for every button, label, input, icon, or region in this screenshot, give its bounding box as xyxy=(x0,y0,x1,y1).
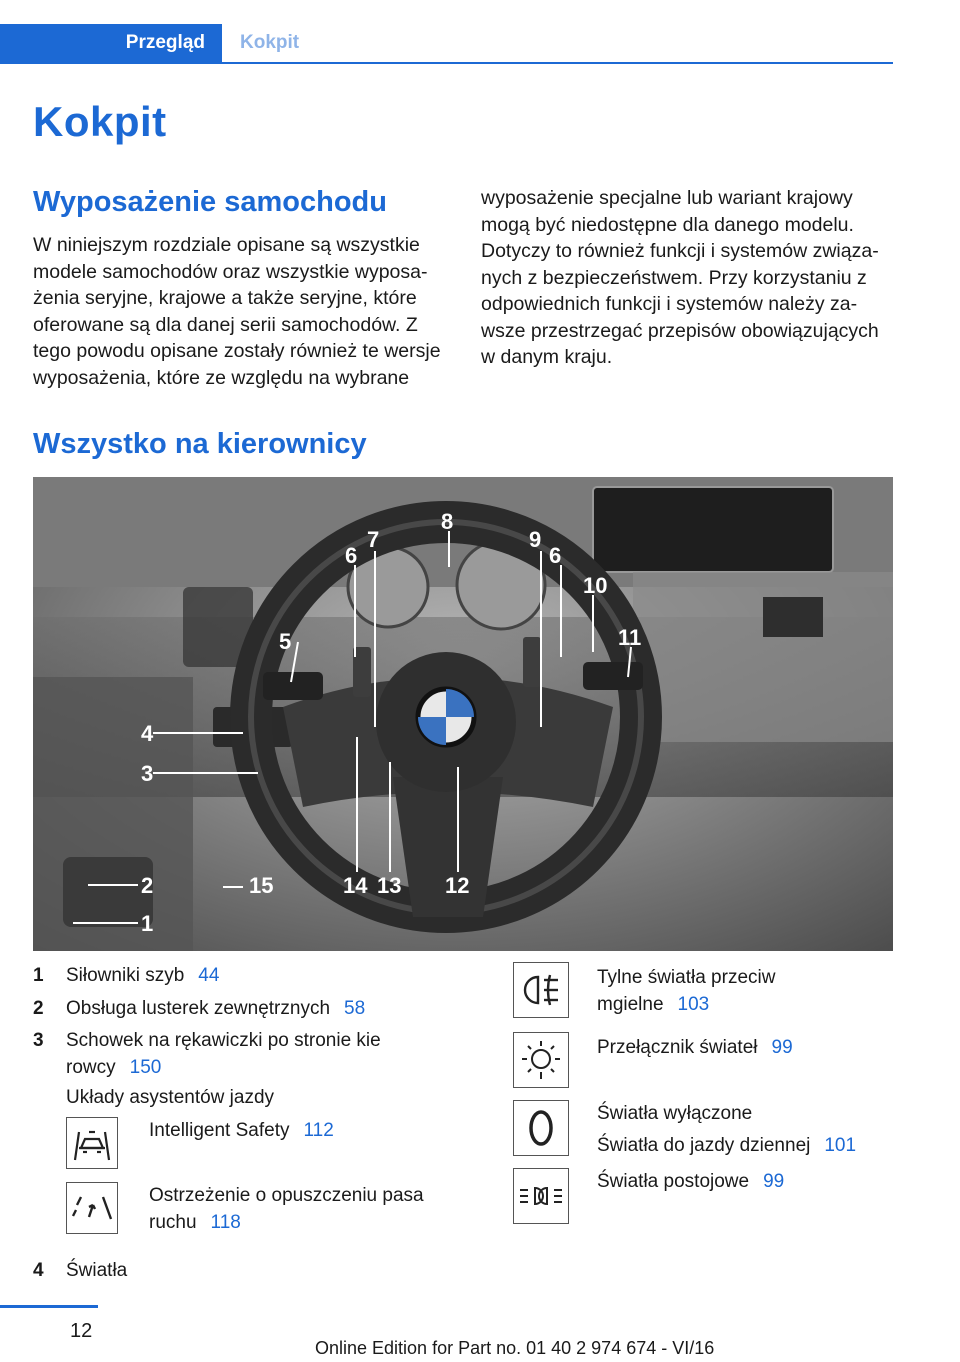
item-text: Obsługa lusterek zewnętrznych xyxy=(66,998,331,1019)
cockpit-illustration xyxy=(33,477,893,951)
item-text: mgielne xyxy=(597,994,664,1015)
item-text: Światła do jazdy dziennej xyxy=(597,1135,811,1156)
item-number: 2 xyxy=(33,998,44,1019)
legend-left xyxy=(33,962,473,1282)
item-text: ruchu xyxy=(149,1212,197,1233)
photo-callout-6-right: 6 xyxy=(549,543,562,568)
page-ref-link[interactable]: 103 xyxy=(677,994,710,1015)
tab-przeglad[interactable]: Przegląd xyxy=(0,24,222,62)
section-heading-equipment: Wyposażenie samochodu xyxy=(33,186,387,218)
photo-callout-3: 3 xyxy=(141,761,154,786)
photo-callout-11: 11 xyxy=(618,625,642,650)
legend-right xyxy=(513,962,893,1232)
light-switch-icon xyxy=(513,1032,569,1088)
item-text: Światła wyłączone xyxy=(597,1103,753,1124)
page-ref-link[interactable]: 118 xyxy=(210,1212,241,1233)
page-ref-link[interactable]: 112 xyxy=(303,1120,334,1141)
intro-paragraph-col2: wyposażenie specjalne lub wariant krajowy mogą być niedostępne dla danego modelu. Dotyczy to również funkcji i systemów związanych z bezpieczeństwem. Przy korzystaniu z odpowiednich funkcji i systemów należy zawsze przestrzegać przepisów obowiązujących w danym kraju. xyxy=(481,187,879,368)
photo-callout-15: 15 xyxy=(249,873,274,898)
page-ref-link[interactable]: 58 xyxy=(344,998,366,1019)
edition-footer: Online Edition for Part no. 01 40 2 974 674 - VI/16 xyxy=(315,1338,715,1358)
intelligent-safety-icon xyxy=(66,1117,118,1169)
intro-paragraph-col1: W niniejszym rozdziale opisane są wszystkie modele samochodów oraz wszystkie wyposażenia seryjne, krajowe a także seryjne, które oferowane są dla danej serii samochodów. Z tego powodu opisane zostały również te wersje wyposażenia, które ze względu na wybrane xyxy=(33,234,441,389)
photo-callout-13: 13 xyxy=(377,873,402,898)
photo-callout-7: 7 xyxy=(367,527,380,552)
tab-kokpit[interactable]: Kokpit xyxy=(240,32,300,53)
lane-departure-icon xyxy=(66,1182,118,1234)
page-title: Kokpit xyxy=(33,98,167,145)
page-ref-link[interactable]: 101 xyxy=(824,1135,857,1156)
photo-callout-10: 10 xyxy=(583,573,608,598)
lights-off-icon xyxy=(513,1100,569,1156)
page-ref-link[interactable]: 44 xyxy=(198,965,220,986)
footer-rule xyxy=(0,1305,98,1308)
photo-callout-8: 8 xyxy=(441,509,454,534)
photo-callout-2: 2 xyxy=(141,873,154,898)
section-heading-steering: Wszystko na kierownicy xyxy=(33,428,367,460)
header-bar xyxy=(0,24,893,64)
photo-callout-14: 14 xyxy=(343,873,368,898)
assist-heading: Układy asystentów jazdy xyxy=(66,1087,275,1108)
photo-callout-1: 1 xyxy=(141,911,154,936)
item-text: Światła xyxy=(66,1260,128,1281)
item-text: Światła postojowe xyxy=(597,1171,750,1192)
item-text: Siłowniki szyb xyxy=(66,965,185,986)
page-ref-link[interactable]: 150 xyxy=(129,1057,162,1078)
item-text: Schowek na rękawiczki po stronie kie xyxy=(66,1030,381,1051)
parking-lights-icon xyxy=(513,1168,569,1224)
item-text: Tylne światła przeciw xyxy=(597,967,776,988)
item-number: 4 xyxy=(33,1260,44,1281)
photo-callout-12: 12 xyxy=(445,873,470,898)
photo-callout-5: 5 xyxy=(279,629,292,654)
photo-callout-4: 4 xyxy=(141,721,154,746)
item-text: Intelligent Safety xyxy=(149,1120,290,1141)
page-number: 12 xyxy=(70,1320,93,1342)
item-text: rowcy xyxy=(66,1057,116,1078)
photo-callout-6-left: 6 xyxy=(345,543,358,568)
item-text: Przełącznik świateł xyxy=(597,1037,758,1058)
item-text: Ostrzeżenie o opuszczeniu pasa xyxy=(149,1185,424,1206)
cockpit-photo xyxy=(33,477,893,951)
item-number: 3 xyxy=(33,1030,44,1051)
page-ref-link[interactable]: 99 xyxy=(771,1037,793,1058)
rear-fog-light-icon xyxy=(513,962,569,1018)
photo-callout-9: 9 xyxy=(529,527,542,552)
page-ref-link[interactable]: 99 xyxy=(763,1171,785,1192)
item-number: 1 xyxy=(33,965,44,986)
